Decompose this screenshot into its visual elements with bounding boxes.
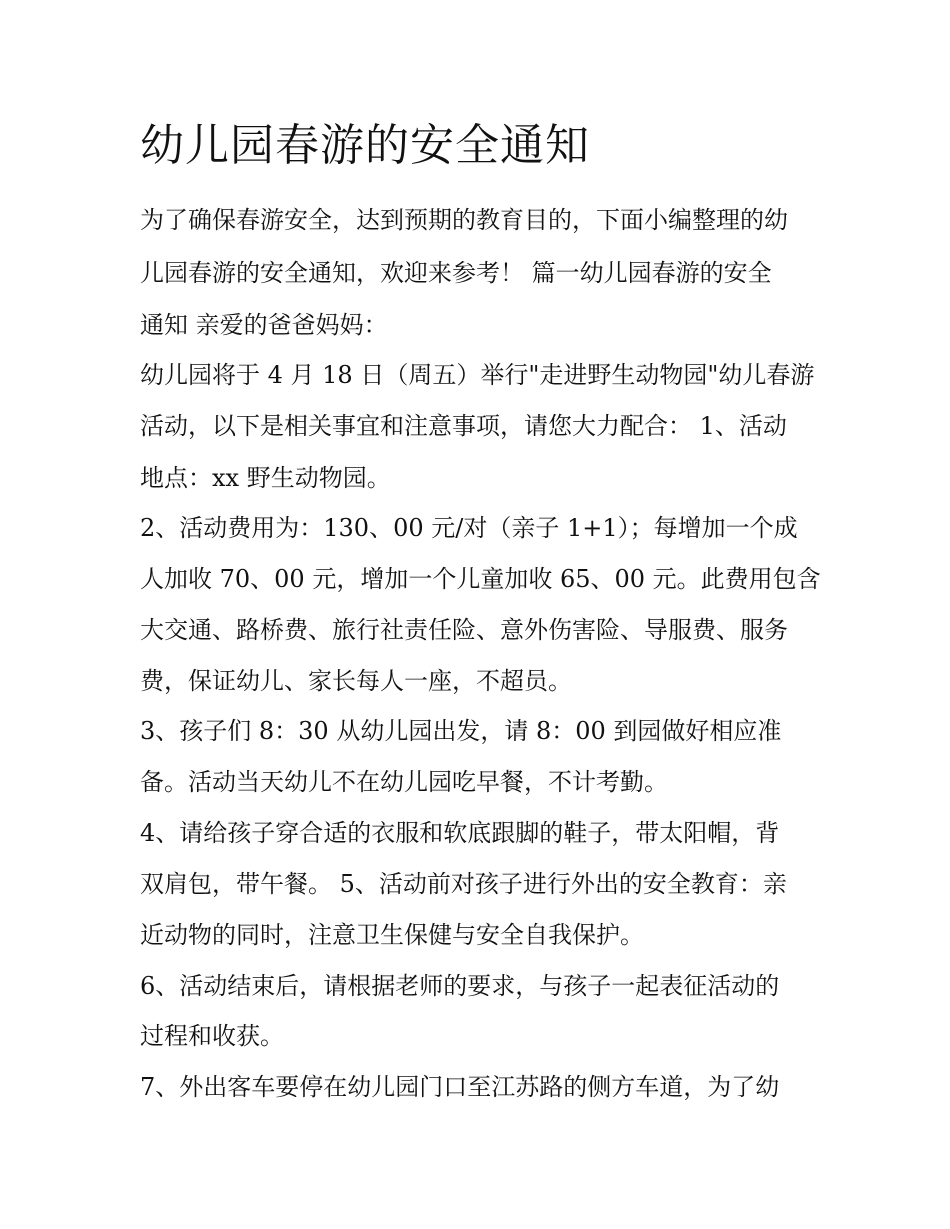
body-line: 费，保证幼儿、家长每人一座，不超员。 (140, 667, 572, 695)
body-line: 大交通、路桥费、旅行社责任险、意外伤害险、导服费、服务 (140, 616, 788, 644)
body-line: 活动，以下是相关事宜和注意事项，请您大力配合： 1、活动 (140, 412, 787, 440)
body-line: 地点：xx 野生动物园。 (140, 464, 391, 492)
body-line: 7、外出客车要停在幼儿园门口至江苏路的侧方车道，为了幼 (140, 1073, 780, 1101)
body-line: 近动物的同时，注意卫生保健与安全自我保护。 (140, 921, 644, 949)
document-title: 幼儿园春游的安全通知 (140, 120, 590, 171)
body-line: 幼儿园将于 4 月 18 日（周五）举行"走进野生动物园"幼儿春游 (140, 361, 815, 389)
body-line: 双肩包，带午餐。 5、活动前对孩子进行外出的安全教育：亲 (140, 870, 787, 898)
body-line: 通知 亲爱的爸爸妈妈： (140, 311, 388, 339)
body-line: 6、活动结束后，请根据老师的要求，与孩子一起表征活动的 (140, 972, 780, 1000)
body-line: 儿园春游的安全通知，欢迎来参考！ 篇一幼儿园春游的安全 (140, 259, 772, 287)
body-line: 人加收 70、00 元，增加一个儿童加收 65、00 元。此费用包含 (140, 565, 821, 593)
body-line: 过程和收获。 (140, 1022, 284, 1050)
body-line: 4、请给孩子穿合适的衣服和软底跟脚的鞋子，带太阳帽，背 (140, 819, 780, 847)
body-line: 3、孩子们 8：30 从幼儿园出发，请 8：00 到园做好相应准 (140, 717, 782, 745)
body-line: 2、活动费用为：130、00 元/对（亲子 1+1）；每增加一个成 (140, 514, 798, 542)
body-line: 为了确保春游安全，达到预期的教育目的，下面小编整理的幼 (140, 206, 788, 234)
body-line: 备。活动当天幼儿不在幼儿园吃早餐，不计考勤。 (140, 768, 668, 796)
